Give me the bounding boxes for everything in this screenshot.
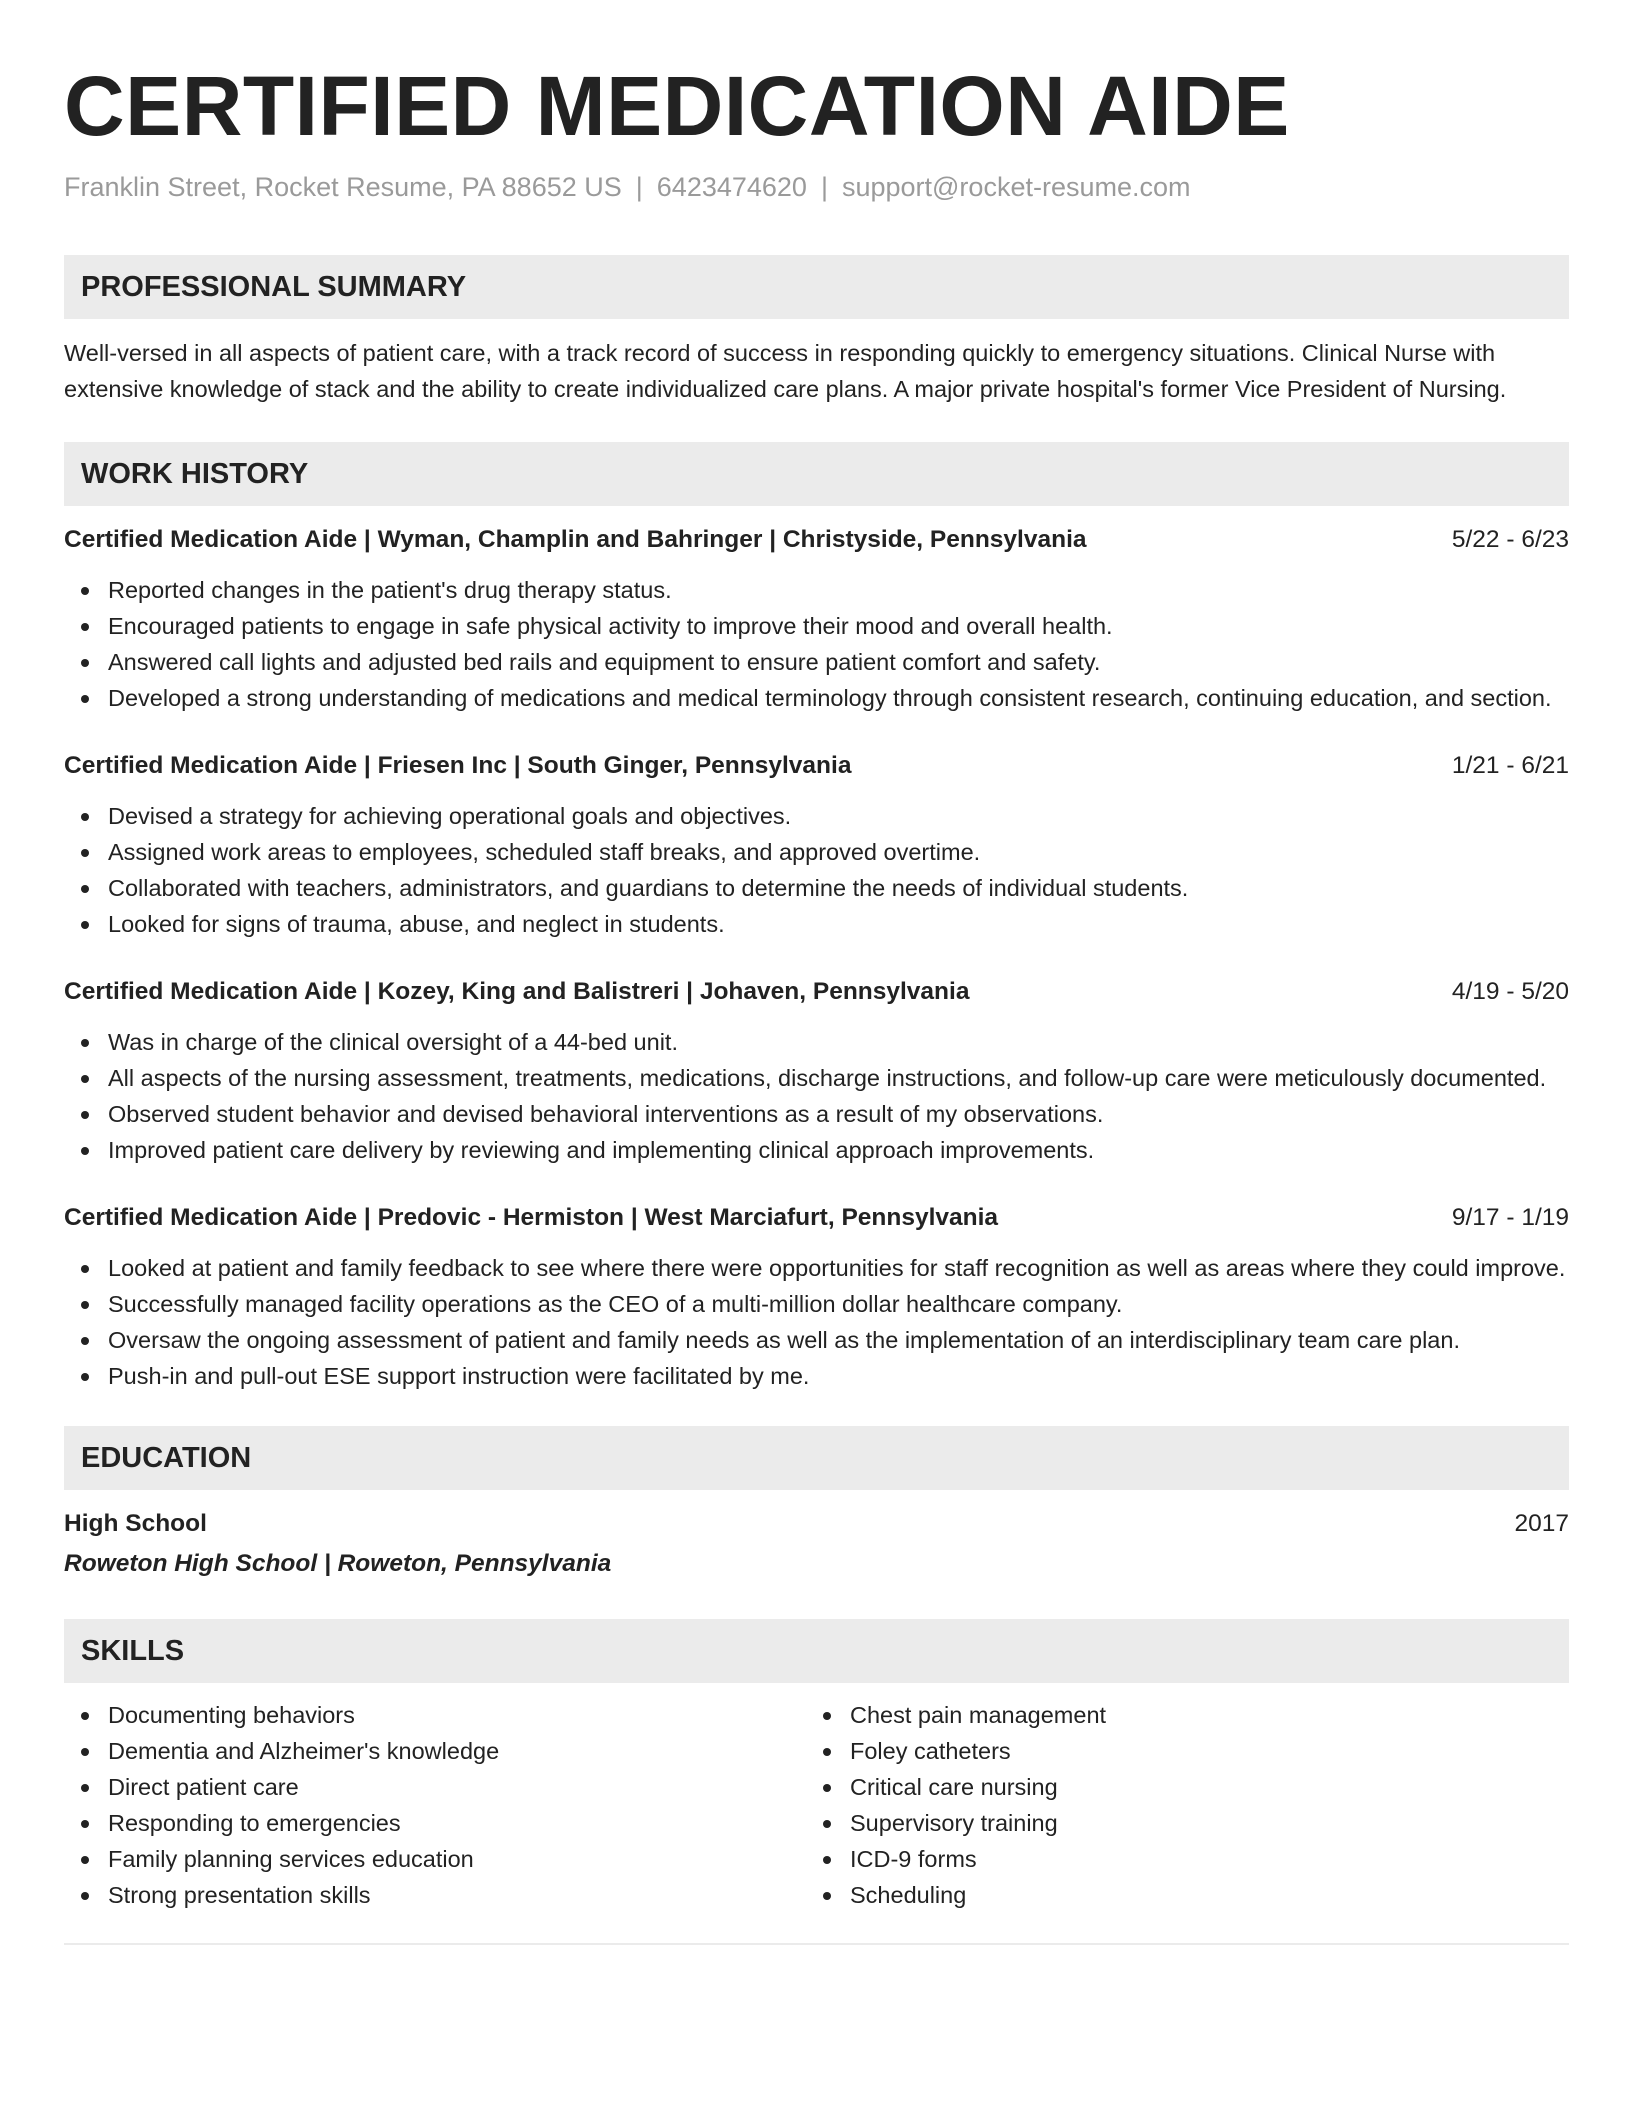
- job-bullet: All aspects of the nursing assessment, treatments, medications, discharge instructions, and follow-up care were meticulously documented.: [64, 1060, 1569, 1096]
- job-bullet: Devised a strategy for achieving operational goals and objectives.: [64, 798, 1569, 834]
- education-header: [64, 1506, 1569, 1542]
- contact-line: [64, 170, 1569, 204]
- skill-item: Scheduling: [806, 1877, 1548, 1913]
- education-year: 2017: [1514, 1510, 1569, 1537]
- resume-title: CERTIFIED MEDICATION AIDE: [64, 59, 1290, 153]
- skill-item: Dementia and Alzheimer's knowledge: [64, 1733, 806, 1769]
- job-bullet: Reported changes in the patient's drug therapy status.: [64, 572, 1569, 608]
- job-bullet: Was in charge of the clinical oversight of a 44-bed unit.: [64, 1024, 1569, 1060]
- contact-separator: |: [635, 172, 643, 202]
- job-header: [64, 1200, 1569, 1236]
- job-header: [64, 522, 1569, 558]
- job-bullets: [64, 1024, 1569, 1168]
- job-entry: [64, 1200, 1569, 1394]
- summary-text: Well-versed in all aspects of patient care, with a track record of success in responding quickly to emergency situations. Clinical Nurse with extensive knowledge of stack and the ability to create individualized care plans. A major private hospital's former Vice President of Nursing.: [64, 340, 1507, 402]
- skill-item: Family planning services education: [64, 1841, 806, 1877]
- job-bullet: Improved patient care delivery by reviewing and implementing clinical approach improvements.: [64, 1132, 1569, 1168]
- skills-column-left: [64, 1697, 806, 1913]
- bottom-divider: [64, 1943, 1569, 1945]
- job-bullet: Answered call lights and adjusted bed rails and equipment to ensure patient comfort and safety.: [64, 644, 1569, 680]
- section-header-summary: PROFESSIONAL SUMMARY: [64, 255, 1569, 319]
- skill-item: Supervisory training: [806, 1805, 1548, 1841]
- job-entry: [64, 522, 1569, 716]
- contact-email: support@rocket-resume.com: [841, 172, 1191, 202]
- skill-item: Strong presentation skills: [64, 1877, 806, 1913]
- job-bullet: Collaborated with teachers, administrators, and guardians to determine the needs of individual students.: [64, 870, 1569, 906]
- job-bullet: Looked at patient and family feedback to see where there were opportunities for staff recognition as well as areas where they could improve.: [64, 1250, 1569, 1286]
- job-dates: 5/22 - 6/23: [1451, 526, 1569, 553]
- skills-column-right: [806, 1697, 1548, 1913]
- job-bullet: Encouraged patients to engage in safe physical activity to improve their mood and overall health.: [64, 608, 1569, 644]
- job-bullet: Assigned work areas to employees, scheduled staff breaks, and approved overtime.: [64, 834, 1569, 870]
- job-bullets: [64, 798, 1569, 942]
- job-header: [64, 974, 1569, 1010]
- job-header: [64, 748, 1569, 784]
- job-dates: 1/21 - 6/21: [1451, 752, 1569, 779]
- skill-item: Critical care nursing: [806, 1769, 1548, 1805]
- job-title: Certified Medication Aide | Predovic - Hermiston | West Marciafurt, Pennsylvania: [64, 1204, 999, 1231]
- skill-item: Foley catheters: [806, 1733, 1548, 1769]
- job-entry: [64, 974, 1569, 1168]
- job-bullet: Oversaw the ongoing assessment of patient and family needs as well as the implementation of an interdisciplinary team care plan.: [64, 1322, 1569, 1358]
- skill-item: Chest pain management: [806, 1697, 1548, 1733]
- contact-address: Franklin Street, Rocket Resume, PA 88652 US: [64, 172, 622, 202]
- job-title: Certified Medication Aide | Friesen Inc | South Ginger, Pennsylvania: [64, 752, 852, 779]
- job-bullet: Developed a strong understanding of medications and medical terminology through consistent research, continuing education, and section.: [64, 680, 1569, 716]
- skill-item: ICD-9 forms: [806, 1841, 1548, 1877]
- section-header-education: EDUCATION: [64, 1426, 1569, 1490]
- skills-list: [806, 1697, 1548, 1913]
- skill-item: Responding to emergencies: [64, 1805, 806, 1841]
- education-degree: High School: [64, 1510, 207, 1537]
- skills-list: [64, 1697, 806, 1913]
- job-title: Certified Medication Aide | Wyman, Champlin and Bahringer | Christyside, Pennsylvania: [64, 526, 1087, 553]
- section-header-skills: SKILLS: [64, 1619, 1569, 1683]
- section-header-work-history: WORK HISTORY: [64, 442, 1569, 506]
- job-bullets: [64, 1250, 1569, 1394]
- job-bullet: Push-in and pull-out ESE support instruction were facilitated by me.: [64, 1358, 1569, 1394]
- job-bullets: [64, 572, 1569, 716]
- education-school: Roweton High School | Roweton, Pennsylvania: [64, 1550, 612, 1577]
- job-bullet: Observed student behavior and devised behavioral interventions as a result of my observations.: [64, 1096, 1569, 1132]
- job-bullet: Successfully managed facility operations as the CEO of a multi-million dollar healthcare company.: [64, 1286, 1569, 1322]
- contact-separator: |: [820, 172, 828, 202]
- job-entry: [64, 748, 1569, 942]
- job-title: Certified Medication Aide | Kozey, King and Balistreri | Johaven, Pennsylvania: [64, 978, 970, 1005]
- job-bullet: Looked for signs of trauma, abuse, and neglect in students.: [64, 906, 1569, 942]
- skill-item: Documenting behaviors: [64, 1697, 806, 1733]
- job-dates: 9/17 - 1/19: [1451, 1204, 1569, 1231]
- contact-phone: 6423474620: [656, 172, 807, 202]
- job-dates: 4/19 - 5/20: [1451, 978, 1569, 1005]
- skill-item: Direct patient care: [64, 1769, 806, 1805]
- skills-grid: [64, 1697, 1569, 1913]
